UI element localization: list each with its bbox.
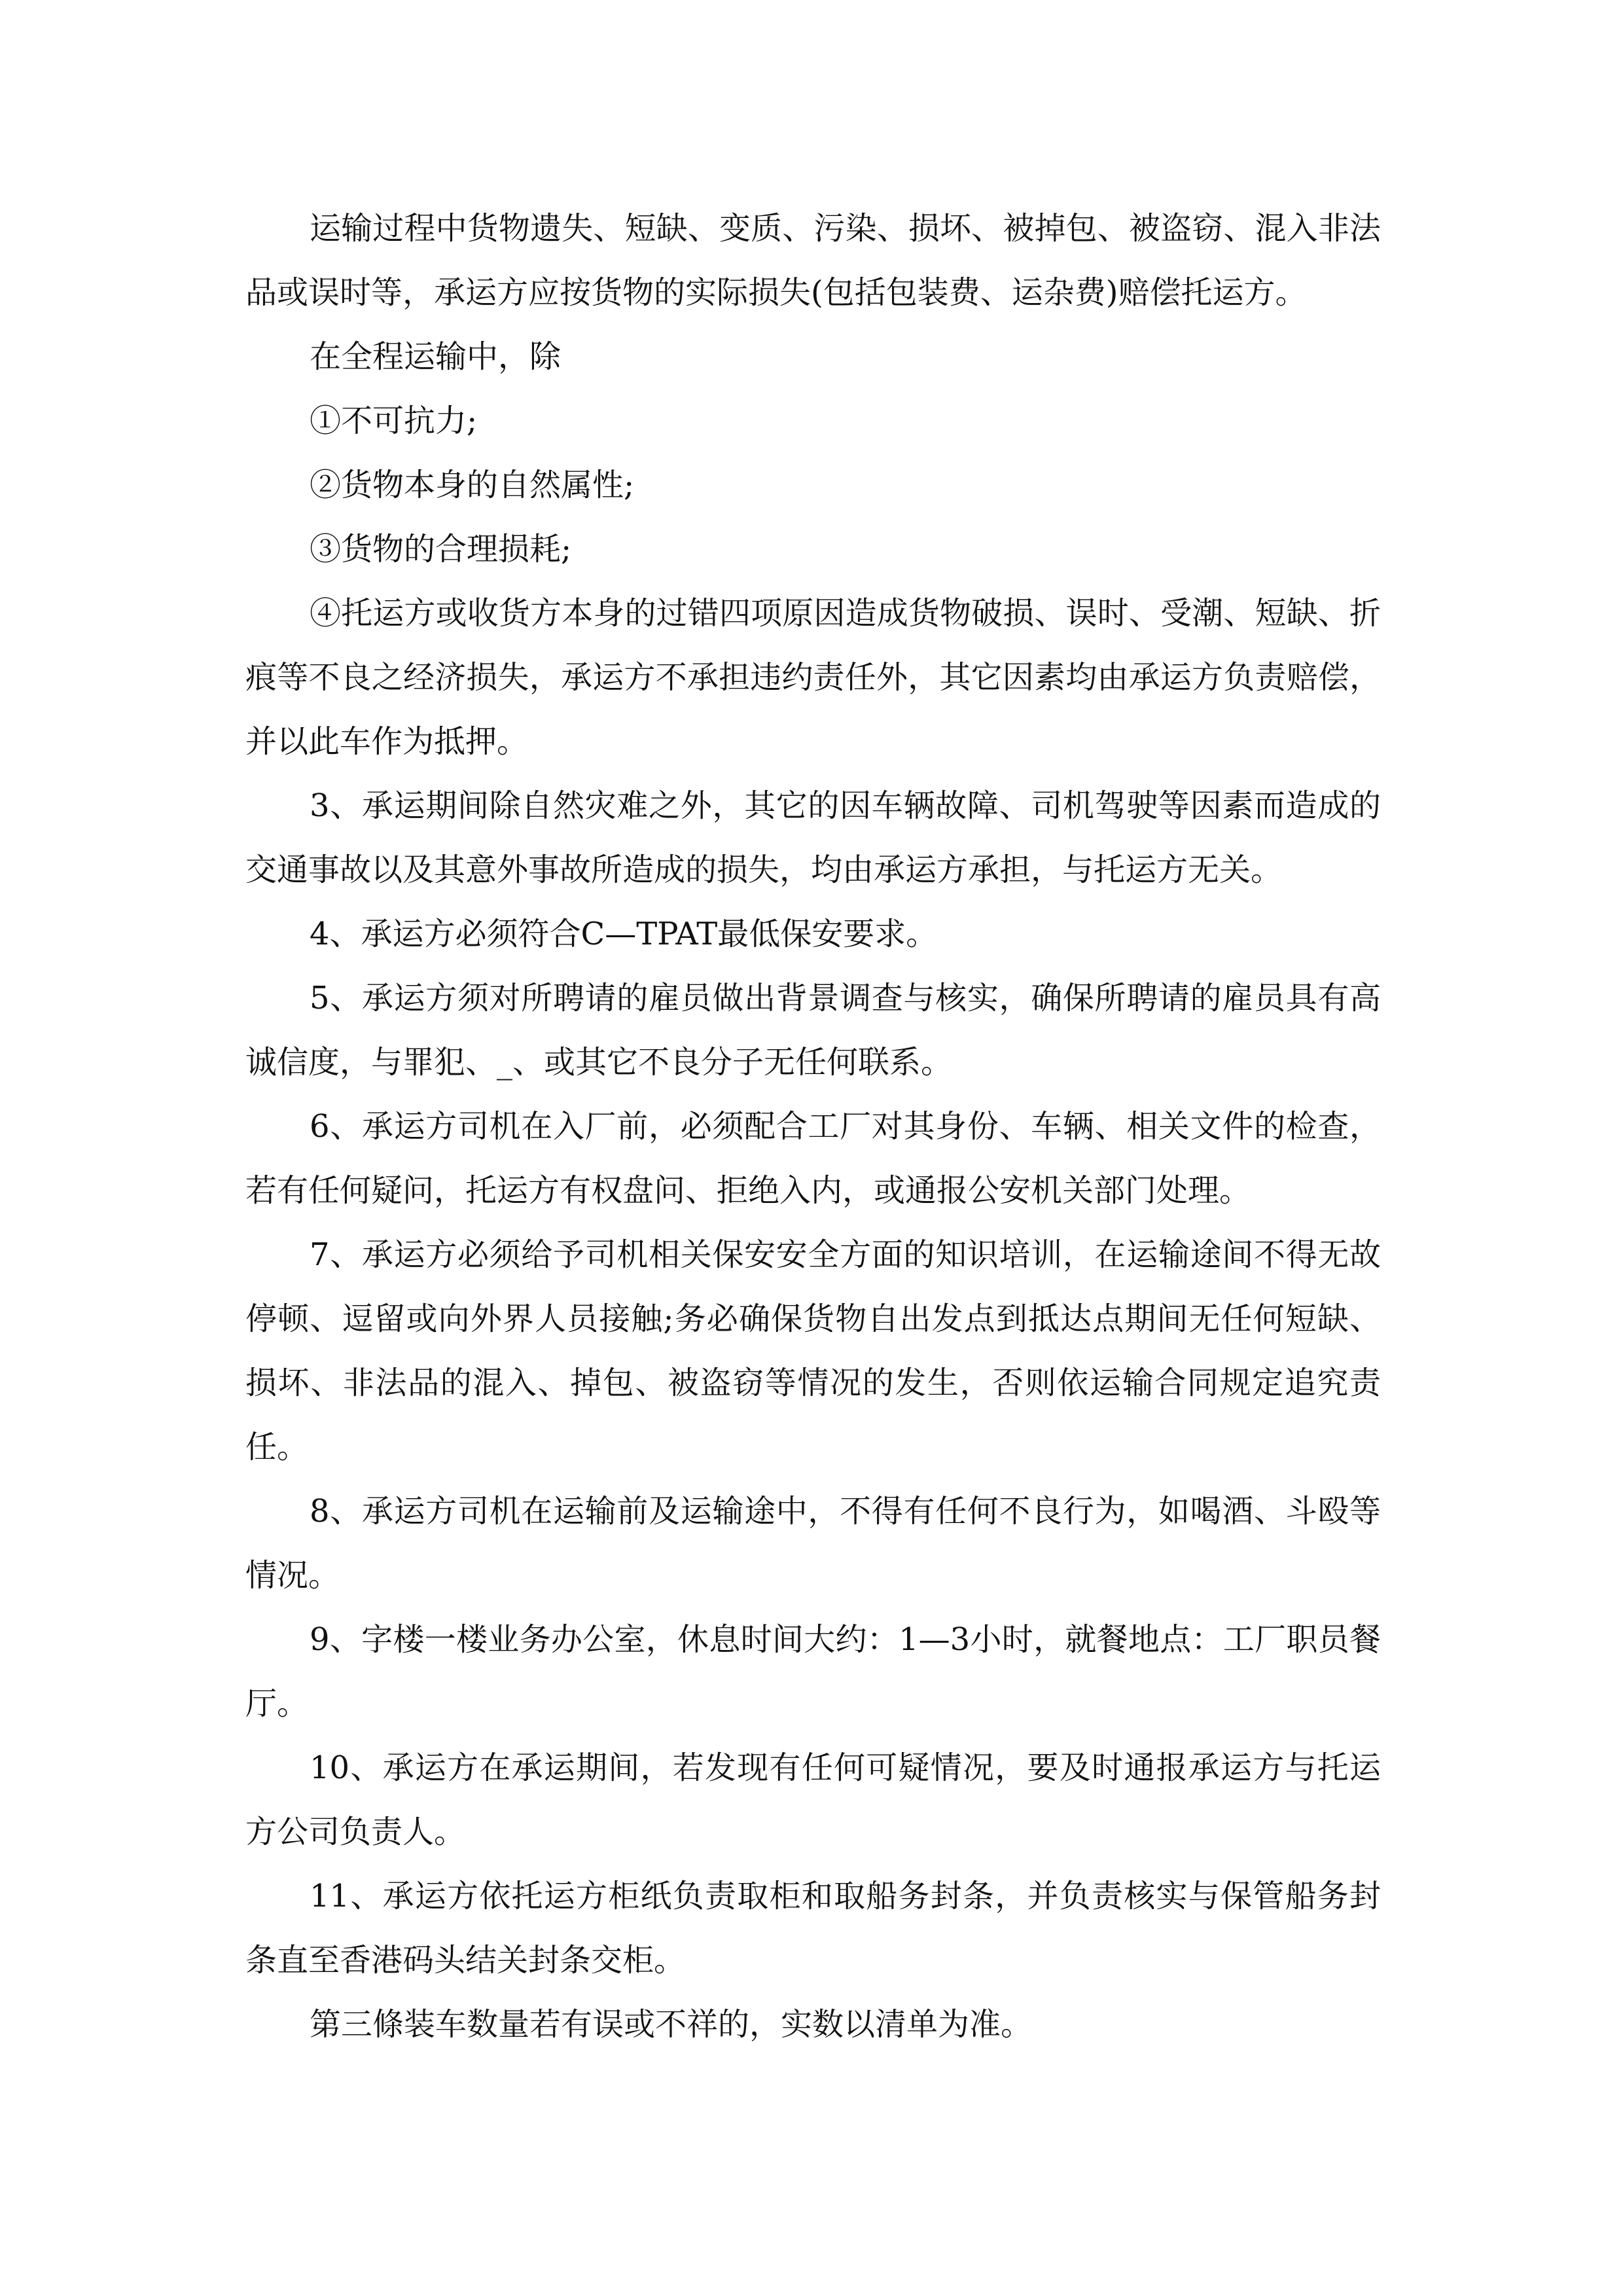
paragraph-loss-compensation: 运输过程中货物遗失、短缺、变质、污染、损坏、被掉包、被盗窃、混入非法品或误时等，承运方应按货物的实际损失(包括包装费、运杂费)赔偿托运方。 bbox=[245, 210, 1381, 311]
paragraph-article-3: 第三條装车数量若有误或不祥的，实数以清单为准。 bbox=[310, 2006, 1033, 2043]
paragraph-exception-1: ①不可抗力; bbox=[310, 403, 478, 439]
paragraph-exceptions-intro: 在全程运输中，除 bbox=[310, 338, 562, 375]
paragraph-clause-9: 9、字楼一楼业务办公室，休息时间大约：1—3小时，就餐地点：工厂职员餐厅。 bbox=[245, 1621, 1381, 1722]
paragraph-exception-3: ③货物的合理损耗; bbox=[310, 531, 572, 567]
document-body bbox=[245, 196, 1381, 2056]
paragraph-clause-3: 3、承运期间除自然灾难之外，其它的因车辆故障、司机驾驶等因素而造成的交通事故以及其意外事故所造成的损失，均由承运方承担，与托运方无关。 bbox=[245, 787, 1381, 888]
paragraph-clause-11: 11、承运方依托运方柜纸负责取柜和取船务封条，并负责核实与保管船务封条直至香港码头结关封条交柜。 bbox=[245, 1878, 1381, 1979]
paragraph-clause-8: 8、承运方司机在运输前及运输途中，不得有任何不良行为，如喝酒、斗殴等情况。 bbox=[245, 1493, 1381, 1594]
paragraph-exception-4: ④托运方或收货方本身的过错四项原因造成货物破损、误时、受潮、短缺、折痕等不良之经济损失，承运方不承担违约责任外，其它因素均由承运方负责赔偿，并以此车作为抵押。 bbox=[245, 595, 1381, 760]
paragraph-clause-10: 10、承运方在承运期间，若发现有任何可疑情况，要及时通报承运方与托运方公司负责人。 bbox=[245, 1749, 1381, 1850]
paragraph-exception-2: ②货物本身的自然属性; bbox=[310, 467, 635, 503]
paragraph-clause-5: 5、承运方须对所聘请的雇员做出背景调查与核实，确保所聘请的雇员具有高诚信度，与罪犯、_、或其它不良分子无任何联系。 bbox=[245, 980, 1381, 1081]
paragraph-clause-6: 6、承运方司机在入厂前，必须配合工厂对其身份、车辆、相关文件的检查，若有任何疑问，托运方有权盘问、拒绝入内，或通报公安机关部门处理。 bbox=[245, 1108, 1381, 1209]
paragraph-clause-4: 4、承运方必须符合C—TPAT最低保安要求。 bbox=[310, 916, 938, 952]
paragraph-clause-7: 7、承运方必须给予司机相关保安安全方面的知识培训，在运输途间不得无故停顿、逗留或向外界人员接触;务必确保货物自出发点到抵达点期间无任何短缺、损坏、非法品的混入、掉包、被盗窃等情况的发生，否则依运输合同规定追究责任。 bbox=[245, 1236, 1381, 1465]
